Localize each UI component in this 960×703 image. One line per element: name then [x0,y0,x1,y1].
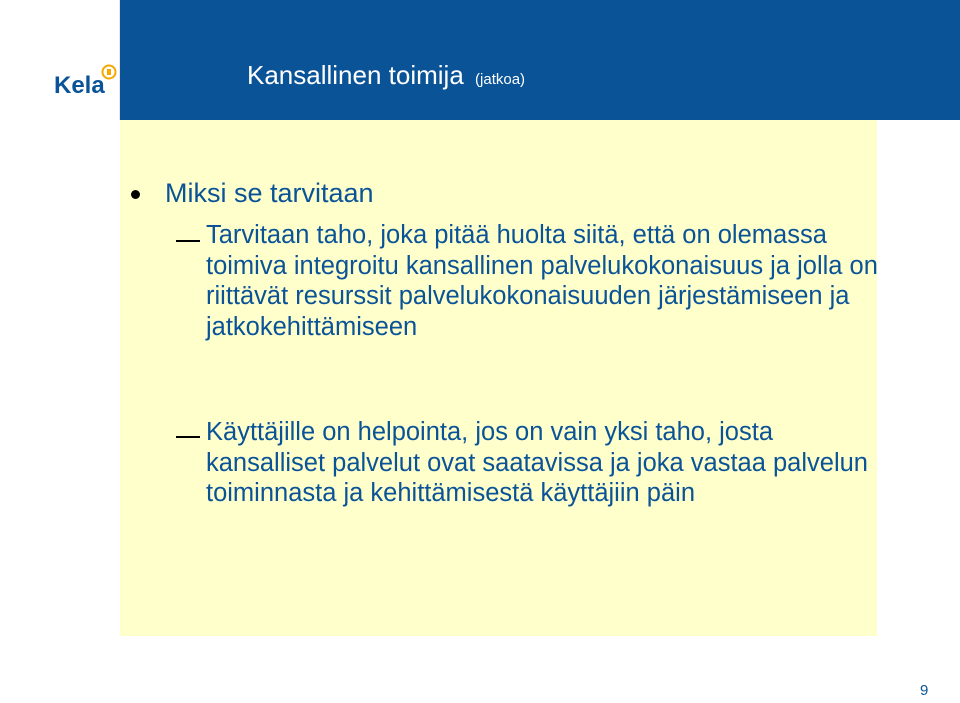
header-bar [120,0,960,120]
sub-bullet-text: Käyttäjille on helpointa, jos on vain yksi taho, josta kansalliset palvelut ovat saatavissa ja joka vastaa palvelun toiminnasta ja kehittämisestä käyttäjiin päin [206,418,868,507]
sub-bullet-text: Tarvitaan taho, joka pitää huolta siitä, että on olemassa toimiva integroitu kansallinen palvelukokonaisuus ja jolla on riittävät resurssit palvelukokonaisuuden järjestämiseen ja jatkokehittämiseen [206,221,878,341]
slide-title [247,57,525,98]
page-number: 9 [920,682,929,699]
slide-title-main: Kansallinen toimija [247,60,464,90]
slide-title-suffix: (jatkoa) [475,71,526,88]
bullet-dot-icon [131,190,140,199]
dash-bullet-icon [176,436,200,438]
bullet-heading: Miksi se tarvitaan [165,178,374,208]
logo-area [0,0,120,120]
dash-bullet-icon [176,240,200,242]
kela-logo-icon [52,60,118,100]
svg-text:Kela: Kela [54,72,105,99]
